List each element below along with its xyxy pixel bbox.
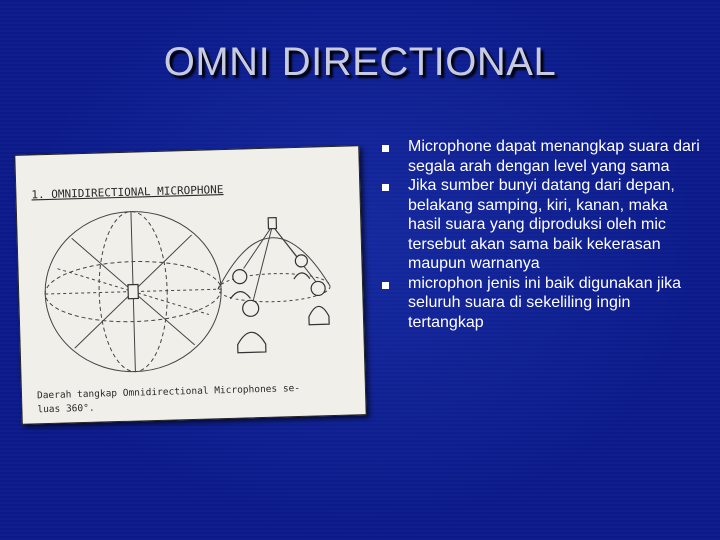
square-bullet-icon — [382, 184, 389, 191]
figure-heading: 1. OMNIDIRECTIONAL MICROPHONE — [31, 183, 224, 202]
bullet-item — [378, 137, 703, 176]
microphone-icon — [128, 284, 138, 298]
figure-caption-line2: luas 360°. — [37, 402, 95, 416]
figure-caption-line1: Daerah tangkap Omnidirectional Microphones se- — [36, 382, 301, 402]
bullet-text: Microphone dapat menangkap suara dari segala arah dengan level yang sama — [408, 138, 700, 175]
square-bullet-icon — [382, 145, 389, 152]
bullet-text: Jika sumber bunyi datang dari depan, belakang samping, kiri, kanan, maka hasil suara yang diproduksi oleh mic tersebut akan sama baik kekerasan maupun warnanya — [408, 177, 675, 272]
bullet-list — [378, 137, 703, 332]
square-bullet-icon — [382, 282, 389, 289]
bullet-item — [378, 176, 703, 274]
bullet-text: microphon jenis ini baik digunakan jika seluruh suara di sekeliling ingin tertangkap — [408, 274, 682, 331]
hanging-microphone-icon — [268, 218, 276, 229]
omnidirectional-diagram — [14, 145, 366, 425]
slide-title: OMNI DIRECTIONAL — [163, 40, 557, 84]
bullet-item — [378, 274, 703, 333]
